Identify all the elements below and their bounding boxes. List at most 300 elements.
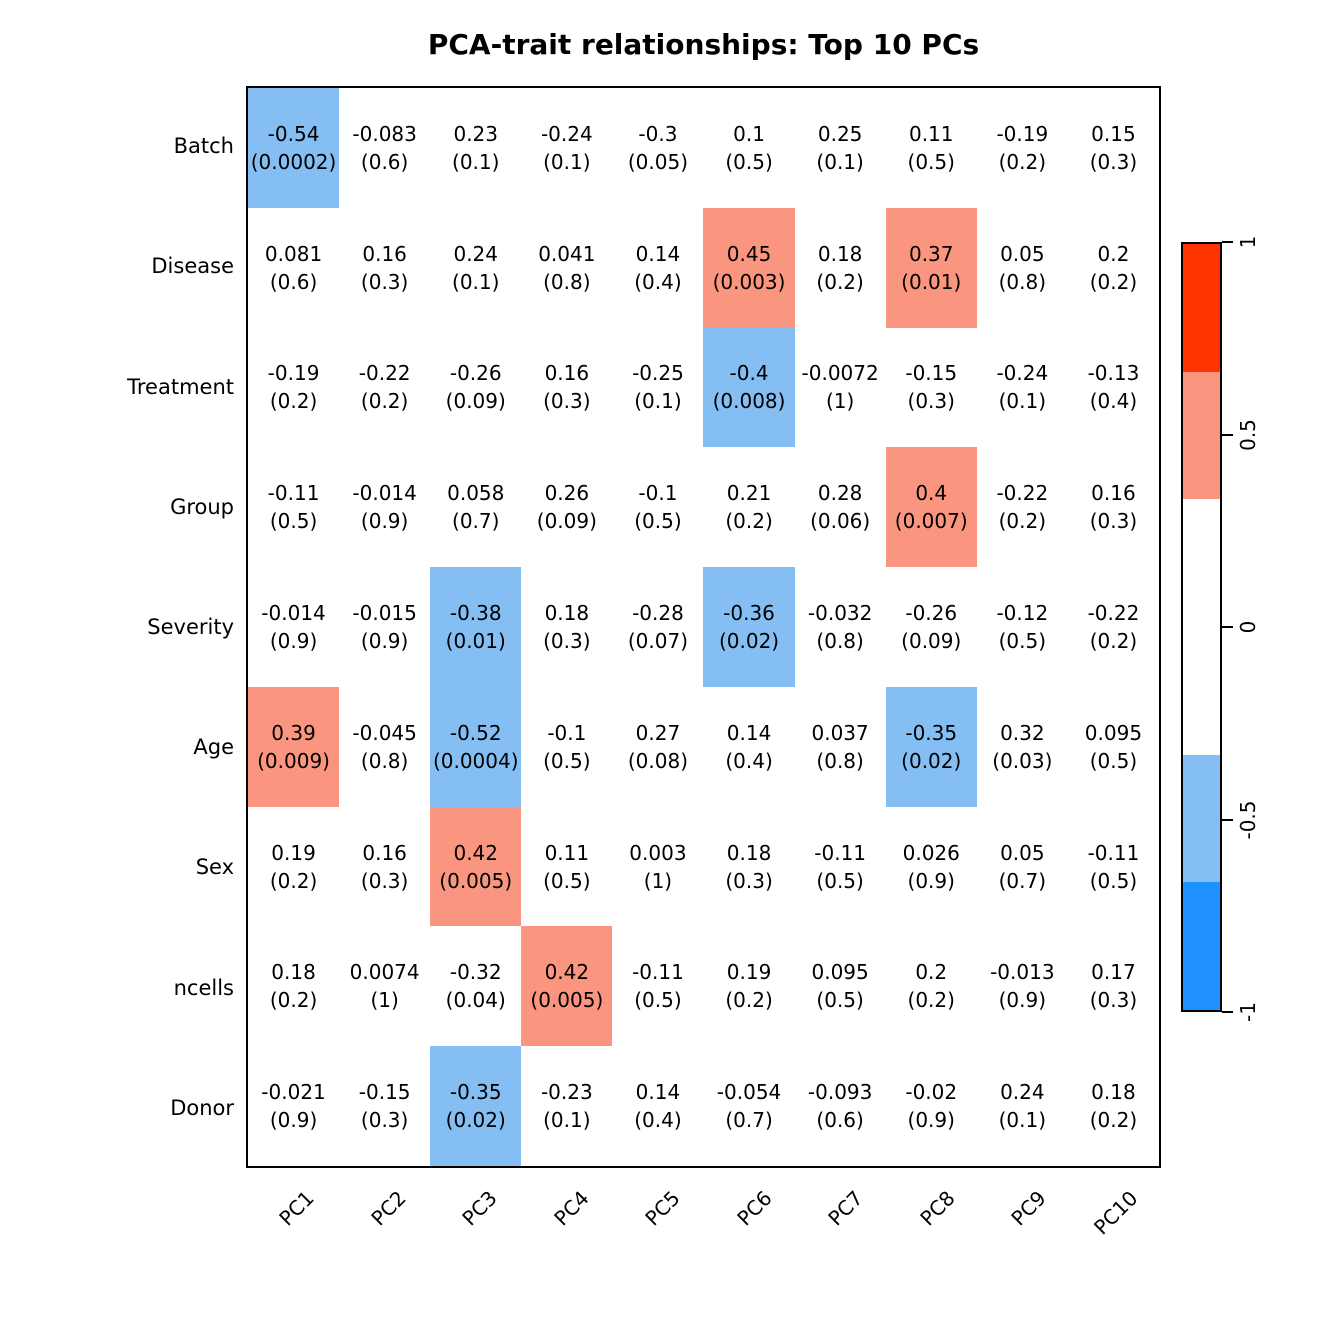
cell-correlation: 0.18 (1091, 1080, 1136, 1105)
heatmap-cell (248, 208, 339, 328)
heatmap-cell (248, 687, 339, 807)
heatmap-cell (977, 807, 1068, 927)
cell-pvalue: (0.5) (543, 748, 591, 773)
colorbar-tick (1222, 1011, 1233, 1013)
colorbar-tick-label: 1 (1236, 235, 1260, 249)
cell-pvalue: (0.3) (543, 389, 591, 414)
cell-pvalue: (0.05) (627, 149, 688, 174)
heatmap-cell (612, 208, 703, 328)
cell-correlation: -0.13 (1087, 361, 1140, 386)
cell-pvalue: (0.008) (712, 389, 786, 414)
cell-pvalue: (0.9) (360, 509, 409, 534)
cell-pvalue: (0.7) (998, 868, 1047, 893)
heatmap-cell (1068, 687, 1159, 807)
heatmap-cell (521, 88, 612, 208)
row-label-ncells: ncells (173, 975, 234, 1000)
cell-pvalue: (0.9) (907, 868, 955, 893)
cell-correlation: -0.26 (905, 600, 958, 625)
cell-correlation: 0.26 (544, 481, 590, 506)
cell-correlation: 0.18 (817, 241, 863, 266)
cell-pvalue: (0.5) (634, 988, 682, 1013)
cell-pvalue: (0.007) (894, 509, 968, 534)
cell-correlation: 0.42 (453, 840, 498, 865)
cell-pvalue: (0.02) (901, 748, 962, 773)
cell-correlation: 0.23 (453, 121, 498, 146)
cell-correlation: 0.37 (908, 241, 954, 266)
heatmap-cell (795, 88, 886, 208)
heatmap-cell (248, 567, 339, 687)
cell-pvalue: (0.1) (998, 1108, 1047, 1133)
heatmap-cell (795, 687, 886, 807)
heatmap-cell (248, 328, 339, 448)
heatmap-cell (1068, 328, 1159, 448)
heatmap-cell (430, 447, 521, 567)
heatmap-cell (521, 1046, 612, 1166)
cell-pvalue: (0.5) (269, 509, 318, 534)
heatmap-cell (612, 567, 703, 687)
cell-pvalue: (0.2) (1089, 1108, 1138, 1133)
cell-correlation: 0.081 (264, 241, 323, 266)
heatmap-cell (248, 807, 339, 927)
heatmap-cell (886, 328, 977, 448)
cell-correlation: -0.22 (1087, 600, 1140, 625)
cell-pvalue: (0.4) (1089, 389, 1138, 414)
col-label-pc1: PC1 (274, 1186, 319, 1231)
cell-pvalue: (0.2) (907, 988, 955, 1013)
cell-correlation: -0.3 (638, 121, 678, 146)
cell-pvalue: (0.9) (907, 1108, 955, 1133)
colorbar-segment-light_blue (1183, 755, 1220, 883)
heatmap-cell (795, 328, 886, 448)
heatmap-cell (886, 208, 977, 328)
cell-correlation: 0.003 (629, 840, 687, 865)
cell-pvalue: (0.0004) (432, 748, 519, 773)
cell-correlation: -0.083 (352, 121, 417, 146)
col-label-pc7: PC7 (823, 1186, 868, 1231)
heatmap-cell (886, 567, 977, 687)
heatmap-cell (521, 687, 612, 807)
heatmap-cell (248, 926, 339, 1046)
colorbar-tick (1222, 626, 1233, 628)
cell-pvalue: (0.1) (543, 149, 591, 174)
cell-correlation: 0.095 (1084, 720, 1143, 745)
cell-pvalue: (0.8) (816, 748, 864, 773)
heatmap-cell (703, 328, 794, 448)
heatmap-cell (703, 687, 794, 807)
heatmap-cell (886, 88, 977, 208)
colorbar-segment-white (1183, 499, 1220, 754)
heatmap-cell (339, 328, 430, 448)
cell-pvalue: (0.1) (816, 149, 864, 174)
cell-correlation: -0.22 (996, 481, 1049, 506)
cell-correlation: 0.18 (544, 600, 590, 625)
cell-correlation: 0.16 (362, 840, 407, 865)
cell-pvalue: (0.2) (1089, 628, 1138, 653)
cell-correlation: 0.21 (726, 481, 772, 506)
cell-correlation: 0.05 (1000, 840, 1045, 865)
cell-pvalue: (0.5) (543, 868, 591, 893)
heatmap-cell (248, 88, 339, 208)
heatmap-cell (703, 567, 794, 687)
cell-correlation: -0.35 (905, 720, 958, 745)
cell-pvalue: (0.09) (901, 628, 962, 653)
cell-pvalue: (0.8) (816, 628, 864, 653)
heatmap-cell (886, 807, 977, 927)
col-label-pc2: PC2 (365, 1186, 411, 1231)
heatmap-cell (248, 447, 339, 567)
heatmap-cell (977, 328, 1068, 448)
cell-pvalue: (0.2) (998, 149, 1047, 174)
cell-correlation: 0.058 (447, 481, 505, 506)
cell-correlation: 0.32 (1000, 720, 1045, 745)
cell-correlation: -0.38 (449, 600, 502, 625)
heatmap-cell (795, 807, 886, 927)
heatmap-grid (246, 86, 1161, 1168)
cell-pvalue: (0.009) (257, 748, 330, 773)
heatmap-cell (521, 208, 612, 328)
colorbar-tick-label: -1 (1236, 1002, 1260, 1022)
cell-correlation: 0.15 (1091, 121, 1136, 146)
cell-correlation: 0.11 (544, 840, 590, 865)
heatmap-cell (1068, 447, 1159, 567)
heatmap-cell (795, 447, 886, 567)
cell-pvalue: (0.1) (634, 389, 682, 414)
cell-pvalue: (0.5) (998, 628, 1047, 653)
heatmap-cell (521, 447, 612, 567)
cell-correlation: 0.16 (544, 361, 590, 386)
cell-pvalue: (0.2) (725, 988, 773, 1013)
heatmap-cell (795, 926, 886, 1046)
heatmap-cell (612, 687, 703, 807)
heatmap-cell (430, 88, 521, 208)
cell-correlation: -0.0072 (801, 361, 879, 386)
cell-correlation: 0.037 (811, 720, 869, 745)
cell-pvalue: (0.3) (1089, 988, 1138, 1013)
col-label-pc10: PC10 (1088, 1186, 1143, 1240)
cell-correlation: 0.14 (726, 720, 772, 745)
cell-pvalue: (0.1) (452, 149, 500, 174)
cell-pvalue: (0.2) (360, 389, 409, 414)
row-label-severity: Severity (147, 614, 234, 639)
cell-pvalue: (0.04) (445, 988, 506, 1013)
colorbar-segment-salmon (1183, 372, 1220, 500)
cell-correlation: -0.28 (632, 600, 684, 625)
cell-pvalue: (0.3) (360, 269, 409, 294)
colorbar-tick (1222, 819, 1233, 821)
heatmap-cell (703, 1046, 794, 1166)
cell-correlation: -0.24 (540, 121, 593, 146)
colorbar (1181, 242, 1222, 1012)
heatmap-cell (339, 88, 430, 208)
col-label-pc9: PC9 (1006, 1186, 1051, 1231)
cell-correlation: -0.11 (632, 960, 684, 985)
heatmap-cell (430, 567, 521, 687)
heatmap-cell (886, 687, 977, 807)
heatmap-cell (977, 687, 1068, 807)
heatmap-cell (1068, 567, 1159, 687)
cell-correlation: 0.14 (635, 241, 681, 266)
cell-correlation: 0.0074 (349, 960, 420, 985)
cell-correlation: -0.26 (449, 361, 502, 386)
heatmap-cell (977, 926, 1068, 1046)
colorbar-tick (1222, 241, 1233, 243)
col-label-pc5: PC5 (640, 1186, 685, 1231)
col-label-pc6: PC6 (731, 1186, 777, 1231)
cell-correlation: -0.1 (547, 720, 587, 745)
row-label-age: Age (193, 735, 234, 760)
cell-pvalue: (0.5) (725, 149, 773, 174)
cell-correlation: -0.02 (905, 1080, 958, 1105)
cell-pvalue: (0.3) (1089, 149, 1138, 174)
heatmap-cell (612, 88, 703, 208)
col-label-pc8: PC8 (914, 1186, 960, 1231)
cell-pvalue: (0.3) (360, 1108, 409, 1133)
cell-correlation: -0.11 (814, 840, 867, 865)
heatmap-cell (339, 807, 430, 927)
row-label-batch: Batch (173, 134, 234, 159)
cell-correlation: 0.2 (915, 960, 948, 985)
cell-pvalue: (0.3) (360, 868, 409, 893)
cell-pvalue: (0.2) (725, 509, 773, 534)
cell-correlation: 0.19 (726, 960, 772, 985)
cell-pvalue: (0.06) (810, 509, 871, 534)
cell-correlation: -0.1 (638, 481, 678, 506)
cell-correlation: -0.021 (261, 1080, 326, 1105)
heatmap-cell (795, 208, 886, 328)
cell-correlation: 0.25 (817, 121, 863, 146)
heatmap-cell (612, 328, 703, 448)
cell-pvalue: (0.2) (269, 868, 318, 893)
cell-pvalue: (0.1) (998, 389, 1047, 414)
cell-correlation: 0.2 (1097, 241, 1130, 266)
heatmap-cell (430, 1046, 521, 1166)
heatmap-cell (430, 687, 521, 807)
cell-pvalue: (0.4) (634, 269, 682, 294)
cell-correlation: 0.42 (544, 960, 590, 985)
cell-correlation: -0.36 (723, 600, 775, 625)
cell-pvalue: (0.1) (452, 269, 500, 294)
cell-correlation: -0.014 (261, 600, 326, 625)
cell-correlation: -0.093 (807, 1080, 873, 1105)
chart-title: PCA-trait relationships: Top 10 PCs (427, 28, 980, 61)
cell-correlation: 0.4 (915, 481, 948, 506)
heatmap-cell (1068, 1046, 1159, 1166)
cell-pvalue: (0.9) (360, 628, 409, 653)
cell-pvalue: (0.02) (718, 628, 780, 653)
row-label-disease: Disease (151, 254, 234, 279)
cell-correlation: 0.14 (635, 1080, 681, 1105)
cell-pvalue: (0.0002) (250, 149, 337, 174)
cell-pvalue: (0.01) (445, 628, 506, 653)
cell-pvalue: (0.2) (816, 269, 864, 294)
heatmap-cell (886, 1046, 977, 1166)
cell-correlation: -0.4 (729, 361, 769, 386)
cell-pvalue: (0.7) (725, 1108, 773, 1133)
colorbar-tick (1222, 434, 1233, 436)
cell-pvalue: (1) (370, 988, 399, 1013)
heatmap-cell (977, 1046, 1068, 1166)
cell-correlation: -0.24 (996, 361, 1049, 386)
cell-correlation: -0.045 (352, 720, 417, 745)
cell-pvalue: (0.07) (627, 628, 688, 653)
heatmap-cell (795, 567, 886, 687)
cell-correlation: 0.28 (817, 481, 863, 506)
colorbar-tick-label: 0.5 (1236, 418, 1260, 451)
heatmap-cell (1068, 926, 1159, 1046)
cell-correlation: 0.19 (271, 840, 316, 865)
cell-pvalue: (0.01) (901, 269, 962, 294)
cell-correlation: 0.16 (1091, 481, 1136, 506)
cell-correlation: 0.27 (635, 720, 681, 745)
heatmap-cell (977, 567, 1068, 687)
heatmap-cell (339, 926, 430, 1046)
heatmap-cell (612, 926, 703, 1046)
cell-correlation: -0.35 (449, 1080, 502, 1105)
cell-pvalue: (0.3) (907, 389, 955, 414)
cell-pvalue: (1) (825, 389, 855, 414)
cell-pvalue: (0.2) (269, 389, 318, 414)
heatmap-cell (703, 447, 794, 567)
cell-pvalue: (0.7) (452, 509, 500, 534)
cell-pvalue: (0.8) (543, 269, 591, 294)
heatmap-cell (339, 567, 430, 687)
cell-correlation: -0.19 (267, 361, 320, 386)
cell-correlation: -0.15 (905, 361, 958, 386)
cell-correlation: 0.18 (726, 840, 772, 865)
cell-pvalue: (0.09) (536, 509, 597, 534)
heatmap-cell (703, 208, 794, 328)
cell-correlation: 0.1 (733, 121, 765, 146)
cell-pvalue: (0.3) (543, 628, 591, 653)
cell-pvalue: (0.4) (634, 1108, 682, 1133)
heatmap-cell (795, 1046, 886, 1166)
heatmap-cell (1068, 807, 1159, 927)
cell-pvalue: (0.005) (439, 868, 513, 893)
colorbar-tick-label: 0 (1236, 620, 1260, 634)
row-label-donor: Donor (170, 1095, 234, 1120)
row-label-sex: Sex (195, 855, 234, 880)
cell-pvalue: (0.03) (992, 748, 1053, 773)
heatmap-cell (886, 447, 977, 567)
heatmap-cell (339, 447, 430, 567)
cell-correlation: -0.32 (449, 960, 502, 985)
cell-correlation: -0.25 (632, 361, 684, 386)
cell-correlation: -0.11 (267, 481, 320, 506)
cell-pvalue: (0.1) (543, 1108, 591, 1133)
heatmap-cell (339, 687, 430, 807)
col-label-pc4: PC4 (548, 1186, 594, 1231)
cell-correlation: 0.041 (538, 241, 596, 266)
cell-correlation: 0.16 (362, 241, 407, 266)
cell-correlation: -0.054 (716, 1080, 782, 1105)
cell-pvalue: (0.9) (998, 988, 1047, 1013)
heatmap-cell (339, 1046, 430, 1166)
cell-correlation: -0.19 (996, 121, 1049, 146)
cell-correlation: -0.22 (358, 361, 411, 386)
cell-correlation: -0.52 (449, 720, 502, 745)
heatmap-cell (521, 926, 612, 1046)
cell-correlation: -0.015 (352, 600, 417, 625)
cell-correlation: 0.24 (453, 241, 498, 266)
heatmap-cell (612, 807, 703, 927)
cell-pvalue: (0.5) (1089, 868, 1138, 893)
heatmap-cell (977, 447, 1068, 567)
heatmap-cell (248, 1046, 339, 1166)
heatmap-cell (430, 807, 521, 927)
cell-correlation: -0.013 (990, 960, 1055, 985)
cell-pvalue: (0.3) (725, 868, 773, 893)
heatmap-cell (977, 88, 1068, 208)
cell-pvalue: (0.9) (269, 1108, 318, 1133)
col-label-pc3: PC3 (457, 1186, 502, 1231)
cell-correlation: 0.24 (1000, 1080, 1045, 1105)
cell-pvalue: (0.5) (816, 988, 864, 1013)
colorbar-segment-strong_red (1183, 244, 1220, 372)
heatmap-cell (612, 1046, 703, 1166)
cell-correlation: 0.11 (908, 121, 954, 146)
heatmap-cell (1068, 208, 1159, 328)
cell-pvalue: (0.2) (998, 509, 1047, 534)
cell-pvalue: (0.4) (725, 748, 773, 773)
cell-correlation: -0.11 (1087, 840, 1140, 865)
cell-pvalue: (0.6) (816, 1108, 864, 1133)
heatmap-cell (977, 208, 1068, 328)
cell-pvalue: (0.8) (360, 748, 409, 773)
cell-pvalue: (0.6) (269, 269, 318, 294)
cell-correlation: 0.026 (902, 840, 960, 865)
cell-correlation: 0.05 (1000, 241, 1045, 266)
cell-pvalue: (0.2) (1089, 269, 1138, 294)
cell-pvalue: (0.005) (530, 988, 604, 1013)
cell-pvalue: (0.5) (816, 868, 864, 893)
heatmap-cell (521, 328, 612, 448)
row-label-group: Group (170, 494, 234, 519)
cell-pvalue: (0.003) (712, 269, 786, 294)
cell-pvalue: (0.3) (1089, 509, 1138, 534)
heatmap-cell (612, 447, 703, 567)
cell-correlation: -0.15 (358, 1080, 411, 1105)
heatmap-cell (430, 328, 521, 448)
colorbar-segment-strong_blue (1183, 882, 1220, 1010)
cell-correlation: 0.17 (1091, 960, 1136, 985)
heatmap-cell (430, 926, 521, 1046)
cell-pvalue: (0.09) (445, 389, 506, 414)
heatmap-cell (703, 807, 794, 927)
cell-pvalue: (0.02) (445, 1108, 506, 1133)
heatmap-cell (703, 926, 794, 1046)
cell-correlation: -0.23 (540, 1080, 593, 1105)
heatmap-cell (521, 807, 612, 927)
heatmap-cell (886, 926, 977, 1046)
heatmap-cell (521, 567, 612, 687)
cell-pvalue: (0.2) (269, 988, 318, 1013)
cell-correlation: 0.45 (726, 241, 772, 266)
row-label-treatment: Treatment (127, 374, 234, 399)
heatmap-cell (430, 208, 521, 328)
cell-correlation: 0.18 (271, 960, 316, 985)
heatmap-cell (703, 88, 794, 208)
cell-pvalue: (0.5) (634, 509, 682, 534)
cell-pvalue: (0.08) (627, 748, 688, 773)
cell-correlation: -0.54 (267, 121, 320, 146)
cell-correlation: -0.032 (807, 600, 873, 625)
cell-pvalue: (1) (643, 868, 673, 893)
cell-pvalue: (0.9) (269, 628, 318, 653)
cell-pvalue: (0.8) (998, 269, 1047, 294)
y-axis-labels (0, 86, 234, 1168)
heatmap-cell (1068, 88, 1159, 208)
cell-correlation: -0.12 (996, 600, 1049, 625)
